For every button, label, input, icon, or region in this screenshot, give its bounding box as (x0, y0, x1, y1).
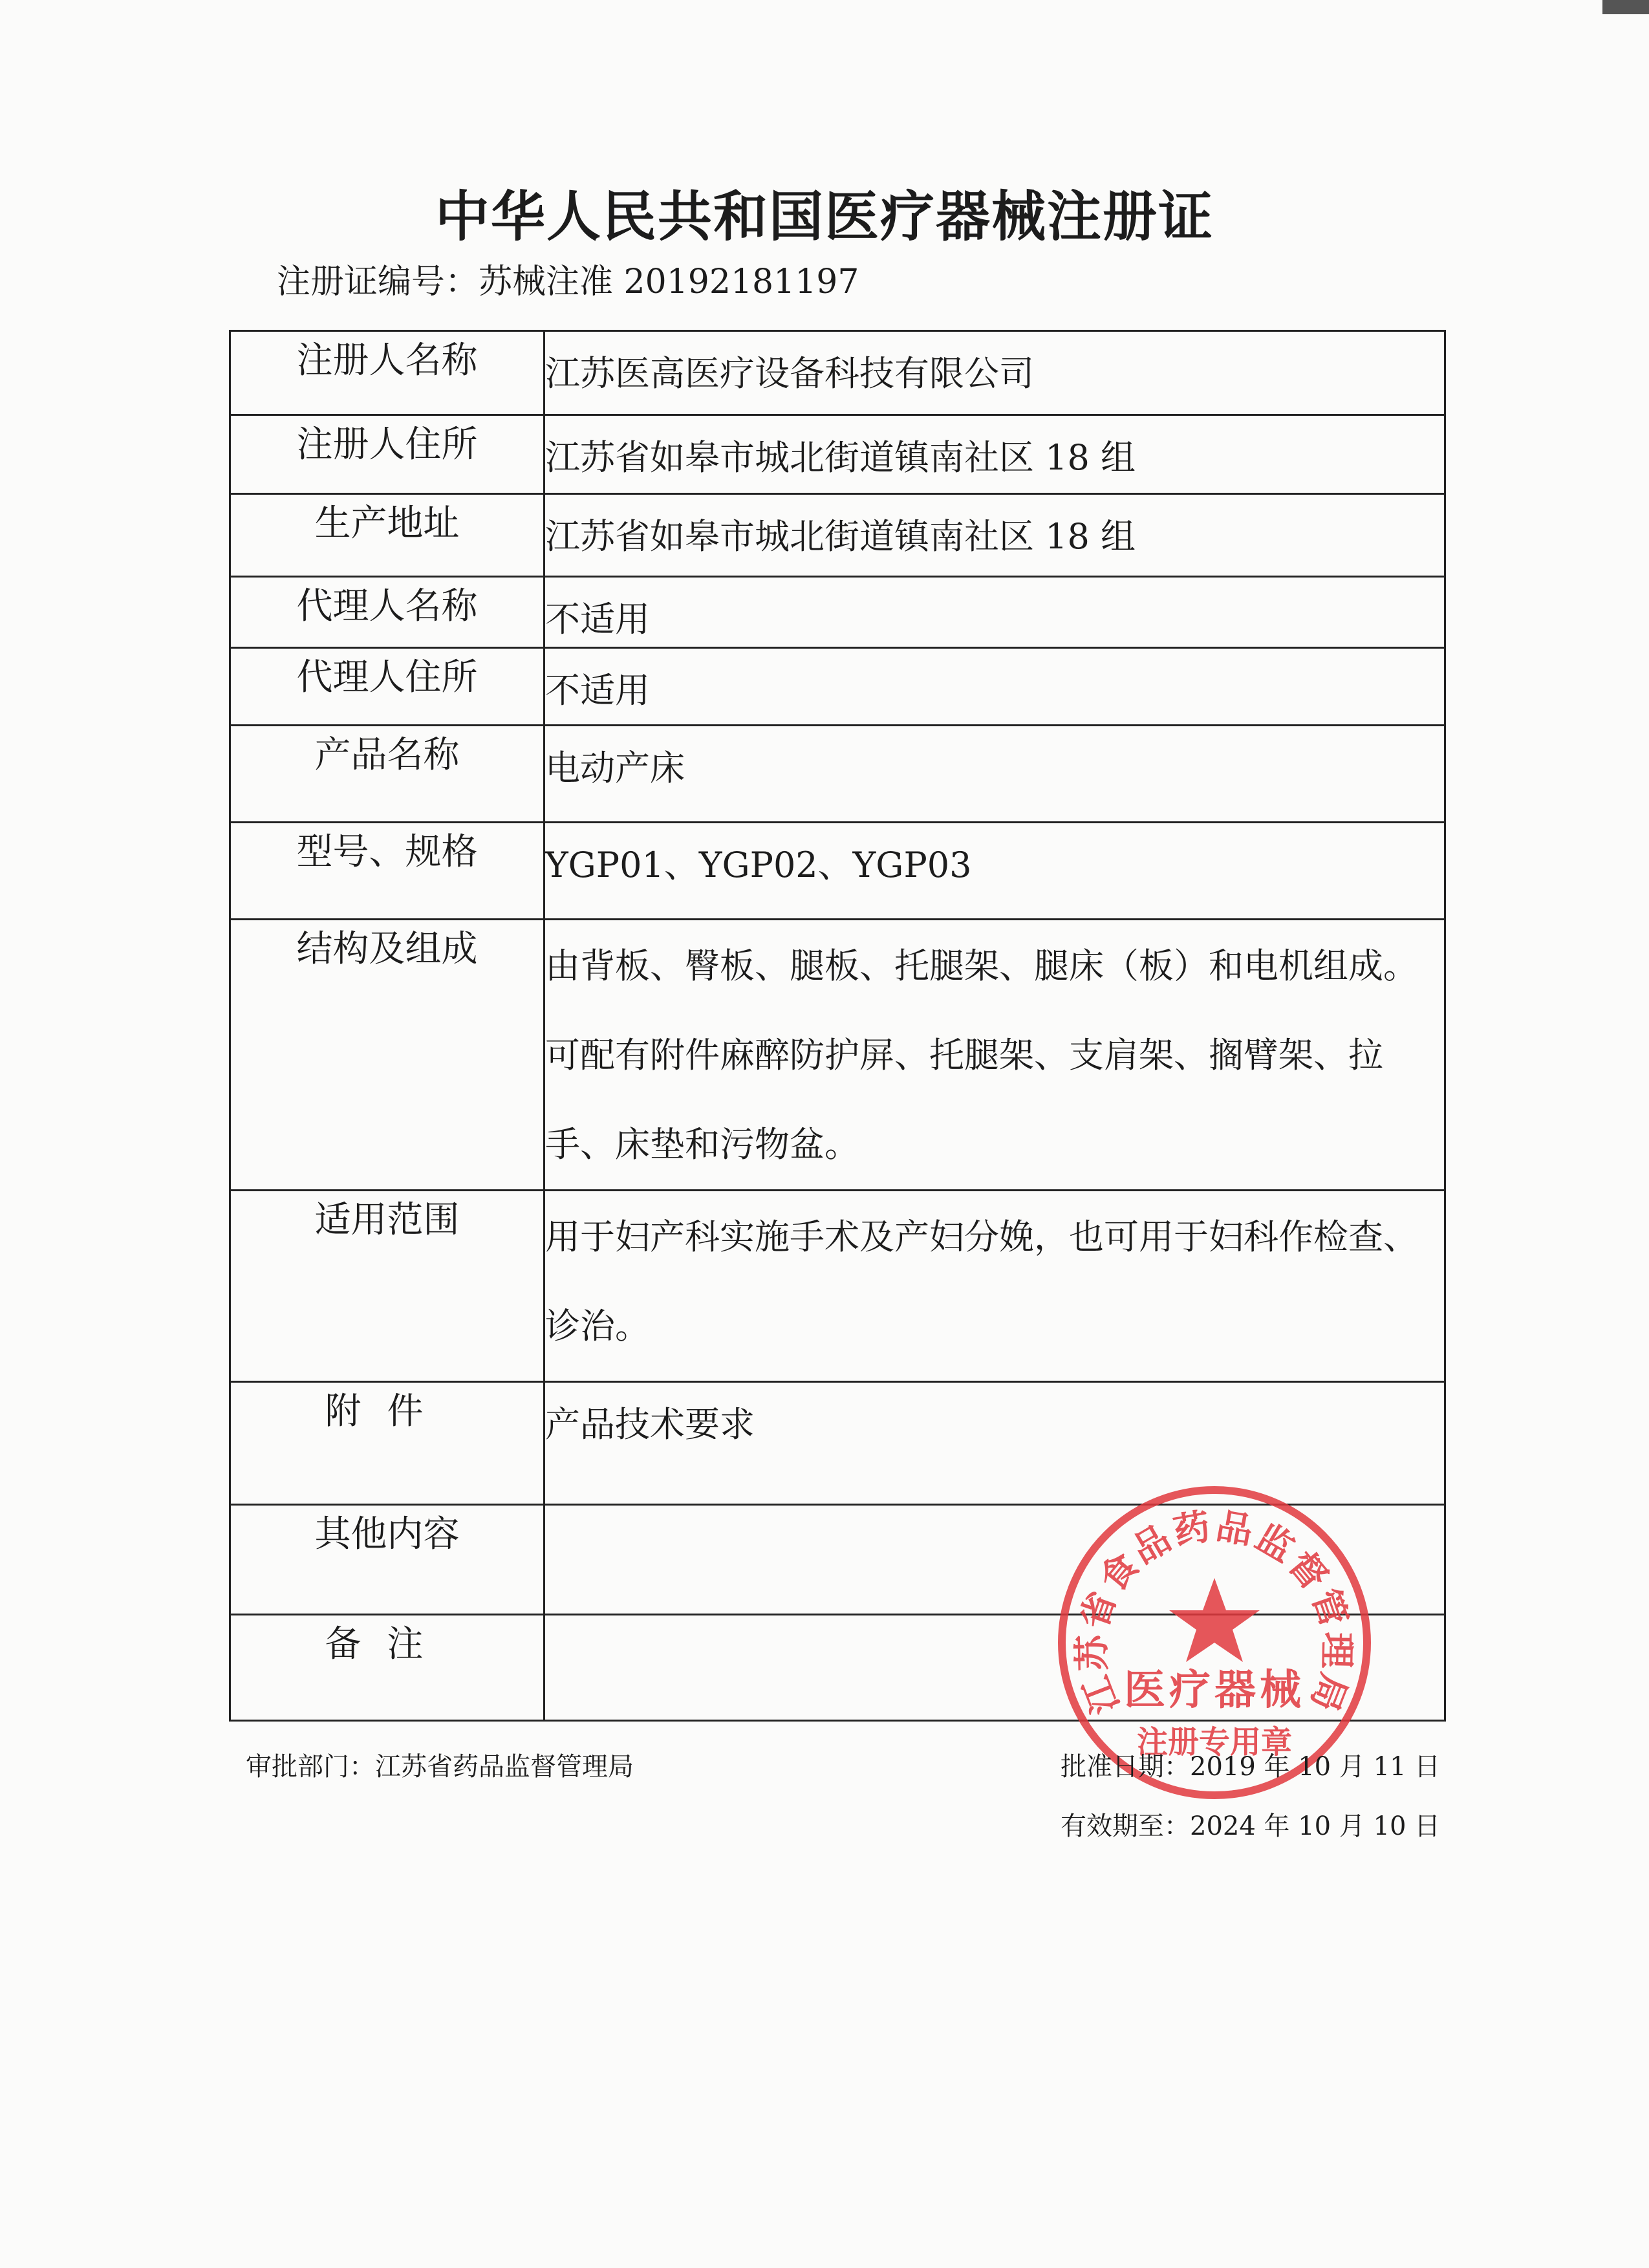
row-label: 产品名称 (230, 726, 544, 823)
registration-number-line (277, 265, 859, 299)
row-label-text: 附件 (325, 1390, 449, 1432)
row-value-text: 由背板、臀板、腿板、托腿架、腿床（板）和电机组成。可配有附件麻醉防护屏、托腿架、支肩架、搁臂架、拉手、床垫和污物盆。 (545, 945, 1418, 1165)
row-label: 其他内容 (230, 1505, 544, 1615)
registration-number-label: 注册证编号： (277, 263, 479, 301)
row-value (544, 920, 1445, 1191)
seal-inner-text: 医疗器械 (1124, 1667, 1305, 1714)
row-value: YGP01、YGP02、YGP03 (544, 823, 1445, 920)
approval-date: 2019 年 10 月 11 日 (1190, 1752, 1441, 1782)
approval-department-label: 审批部门： (246, 1752, 375, 1782)
row-label: 生产地址 (230, 494, 544, 577)
row-value (544, 1191, 1445, 1382)
row-value-text: 用于妇产科实施手术及产妇分娩，也可用于妇科作检查、诊治。 (545, 1216, 1418, 1346)
row-value: 江苏省如皋市城北街道镇南社区 18 组 (544, 415, 1445, 494)
table-row (230, 1191, 1445, 1382)
table-row (230, 577, 1445, 648)
row-value: 江苏医高医疗设备科技有限公司 (544, 331, 1445, 415)
row-value: 产品技术要求 (544, 1382, 1445, 1505)
table-row (230, 415, 1445, 494)
row-label: 结构及组成 (230, 920, 544, 1191)
row-label: 型号、规格 (230, 823, 544, 920)
table-row (230, 494, 1445, 577)
valid-until-line (1061, 1813, 1440, 1839)
row-value: 江苏省如皋市城北街道镇南社区 18 组 (544, 494, 1445, 577)
table-row (230, 726, 1445, 823)
row-label: 代理人住所 (230, 648, 544, 726)
row-label-text: 备注 (325, 1623, 449, 1665)
approval-date-line (1061, 1754, 1440, 1780)
row-label: 注册人住所 (230, 415, 544, 494)
document-title: 中华人民共和国医疗器械注册证 (435, 185, 1214, 248)
table-row (230, 331, 1445, 415)
approval-department-line (246, 1754, 634, 1780)
seal-star-icon (1169, 1578, 1260, 1662)
valid-until: 2024 年 10 月 10 日 (1190, 1811, 1441, 1841)
table-row (230, 823, 1445, 920)
seal-bottom-text: 注册专用章 (1136, 1724, 1293, 1760)
table-row (230, 648, 1445, 726)
row-label (230, 1382, 544, 1505)
approval-department: 江苏省药品监督管理局 (375, 1752, 634, 1782)
approval-date-label: 批准日期： (1061, 1752, 1190, 1782)
table-row (230, 920, 1445, 1191)
valid-until-label: 有效期至： (1061, 1811, 1190, 1841)
row-label: 代理人名称 (230, 577, 544, 648)
row-label (230, 1615, 544, 1721)
seal-outer-text: 江苏省食品药品监督管理局 (1071, 1505, 1358, 1720)
row-label: 适用范围 (230, 1191, 544, 1382)
registration-number: 苏械注准 20192181197 (479, 263, 859, 301)
row-value: 电动产床 (544, 726, 1445, 823)
row-value: 不适用 (544, 648, 1445, 726)
scan-edge-mark (1602, 0, 1649, 14)
row-value: 不适用 (544, 577, 1445, 648)
row-label: 注册人名称 (230, 331, 544, 415)
